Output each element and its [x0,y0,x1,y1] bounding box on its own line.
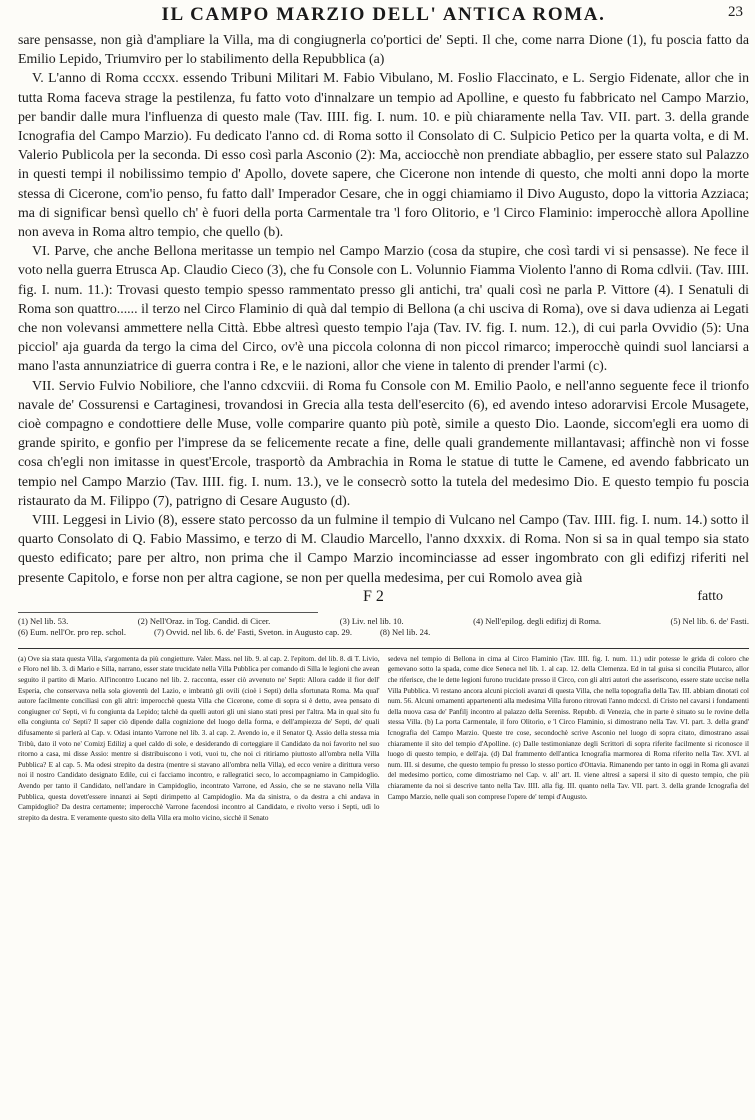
footnote-row-2 [18,627,749,639]
paragraph-viii: VIII. Leggesi in Livio (8), essere stato percosso da un fulmine il tempio di Vulcano nel Campo (Tav. IIII. fig. I. num. 14.) sotto il quarto Consolato di Q. Fabio Massimo, e terzo di M. Claudio Marcello, l'anno dxxxix. di Roma. Non si sa in qual tempo sia stato questo edificato; pare per altro, non prima che il Campo Marzio incominciasse ad esser ingombrato con gli edifizj riferiti nel presente Capitolo, e forse non per altra cagione, se non per quella medesima, per cui Romolo avea già [18,512,749,585]
note-a: (a) Ove sia stata questa Villa, s'argomenta da più congietture. Valer. Mass. nel lib. 9. al cap. 2. l'epitom. del lib. 8. di T. Livio, e Floro nel lib. 3. di Mario e Silla, narrano, esser state trucidate nella Villa Pubblica per comando di Silla le legioni che avean seguito il partito di Mario. All'incontro Lucano nel lib. 2. racconta, esser ciò avvenuto ne' Septi: Allora cadde il fior dell' Esperia, che conservava nella sola gioventù del Lazio, e imbrattò gli ovili (cioè i Septi) della sfortunata Roma. Ma qual' autore facilmente conciliasi con gli altri: imperocchè questa Villa che Cicerone, come di sopra si è detto, avea pensato di congiugner co' Septi, vi fu congiunta da Lepido; talchè da quelli autori gli uni siano stati presi per l'altra. Ma in qual sito fu ella congiunta co' Septi? Il saper ciò dipende dalla cognizione del luogo della forma, e dell'ampiezza de' Septi, de' quali difusamente si parlerà al Cap. v. Odasi intanto Varrone nel lib. 3. al cap. 2. Avendo io, e il Senator Q. Assio della stessa mia Tribù, dato il voto ne' Comizj Edilizj a quel caldo di sole, e desiderando di corteggiare il Candidato da noi favorito nel suo ritorno a casa, mi disse Assio: mentre si distribuiscono i voti, vuoi tu, che noi ci ritiriamo piuttosto all'ombra nella Villa Pubblica? E al cap. 5. Ma odesi strepito da destra (mentre si stavano all'ombra nella Villa), ed ecco venire a dirittura verso noi il nostro Candidato designato Edile, cui ci facciamo incontro, e rallegratici seco, lo accompagniamo in Campidoglio. Avendo per tanto il Candidato, nell'andare in Campidoglio, incontrato Varrone, ed Assio, che se ne stavano nella Villa Pubblica, questa dovett'essere innanzi ai Septi dirimpetto al Campidoglio. Ma da sinistra, o da destra a chi andava in Campidoglio? Da destra certamente; imperocchè Varrone facendosi incontro al Candidato, e rivolto verso i Septi, udì lo strepito da destra. E veramente questo sito della Villa era molto vicino, sicchè il Senato [18,654,380,822]
commentary-notes [18,654,749,904]
footnotes [18,612,749,639]
footnote-1: (1) Nel lib. 53. [18,615,69,626]
main-text [18,30,749,587]
footnote-row-1 [18,616,749,628]
page-number: 23 [728,4,743,20]
paragraph-continuation: sare pensasse, non già d'ampliare la Villa, ma di congiugnerla co'portici de' Septi. Il che, come narra Dione (1), fu poscia fatto da Emilio Lepido, Triumviro per lo stabilimento della Repubblica (a) [18,32,749,67]
signature-line [18,587,749,606]
paragraph-vi: VI. Parve, che anche Bellona meritasse un tempio nel Campo Marzio (cosa da stupire, che così tardi vi si pensasse). Ne fece il voto nella guerra Etrusca Ap. Claudio Cieco (3), che fu Console con L. Volunnio Fiamma Violento l'anno di Roma cdlvii. (Tav. IIII. fig. I. num. 11.): Trovasi questo tempio spesso rammentato presso gli antichi, tra' quali così ne parla P. Vittore (4). I Senatuli di Roma son quattro...... il terzo nel Circo Flaminio di quà dal tempio di Bellona (a chi usciva di Roma), ove si dava udienza ai Legati che non volevansi ammettere nella Città. Ebbe altresì questo tempio l'aja (Tav. IV. fig. I. num. 12.), di cui parla Ovvidio (5): Una picciol' aja guarda da tergo la cima del Circo, ov'è una piccola colonna di non piccol rimarco; imperocchè quindi suol lanciarsi a mano l'asta annunziatrice di guerra contra i Re, e le nazioni, allor che viene in talento di prender l'armi (c). [18,243,749,374]
catchword: fatto [697,588,723,604]
signature-mark: F 2 [363,587,384,605]
running-title: IL CAMPO MARZIO DELL' ANTICA ROMA. [161,4,606,25]
footnote-3: (3) Liv. nel lib. 10. [339,615,404,626]
footnote-4: (4) Nell'epilog. degli edifizj di Roma. [473,615,601,626]
notes-b-c-d: sedeva nel tempio di Bellona in cima al Circo Flaminio (Tav. IIII. fig. I. num. 11.) udir potesse le grida di coloro che gemevano sotto la spada, come dice Seneca nel lib. 1. al cap. 12. della Clemenza. Ed in tal guisa si concilia Plutarco, allor che riferisce, che le dette legioni furono trucidate presso il Circo, con gli altri autori che asseriscono, essere state uccise nella Villa Pubblica. Vi restano ancora alcuni piccioli avanzi di questa Villa, che nella topografia della Tav. III. abbiam dinotati col num. 56. Alcuni ornamenti appartenenti alla medesima Villa furono ritrovati l'anno mdccxl. di Cristo nel cavarsi i fondamenti della nuova casa de' Panfilj incontro al palazzo della Sereniss. Repubb. di Venezia, che in parte è situato su le rovine della stessa Villa. (b) La porta Carmentale, il foro Olitorio, e 'l Circo Flaminio, si dimostrano nella Tav. VI. part. 3. della grand' Icnografia del Campo Marzio. Queste tre cose, secondochè scrive Asconio nel luogo di sopra citato, dimostrano assai chiaramente il sito del tempio d'Apolline. (c) Dalle testimonianze degli Scrittori di sopra riferite facilmente si riconosce il luogo di questo tempio, e dell'aja. (d) Dal frammento dell'antica Icnografia marmorea di Roma riferito nella Tav. XVI. al num. III. si desume, che questo tempio fu presso lo stesso portico d'Ottavia. Rimanendo per tanto in oggi in Roma gli avanzi del medesimo portico, come dimostriamo nel Cap. v. all' art. II. viene altresì a sapersi il sito di questo tempio, che più chiaramente da noi si descrive tanto nella Tav. IIII. alla fig. III. quanto nella Tav. VII. part. 3. della grande Icnografia del Campo Marzio, nelle quali son comprese l'opere de' tempi d'Augusto. [387,654,749,801]
footnote-6: (6) Eum. nell'Or. pro rep. schol. [18,627,126,638]
footnote-2: (2) Nell'Oraz. in Tog. Candid. di Cicer. [137,615,271,626]
footnote-rule [18,612,318,613]
page-header [18,0,749,30]
notes-left-column [18,654,380,904]
notes-right-column [388,654,750,904]
footnote-5: (5) Nel lib. 6. de' Fasti. [670,615,749,626]
notes-divider [18,648,749,649]
footnote-7: (7) Ovvid. nel lib. 6. de' Fasti, Sveton. in Augusto cap. 29. [154,627,352,638]
paragraph-vii: VII. Servio Fulvio Nobiliore, che l'anno cdxcviii. di Roma fu Console con M. Emilio Paolo, e nell'anno seguente fece il trionfo navale de' Cossurensi e Cartaginesi, trovandosi in Grecia alla testa dell'esercito (6), ed avendo inteso adorarvisi Ercole Musagete, cioè compagno e condottiere delle Muse, volle comparire quanto più potè, simile a questo Dio. Laonde, siccom'egli era uomo di grande spirito, e gonfio per l'imprese da se felicemente recate a fine, delle quali grandemente millantavasi; affinchè non vi fosse cosa ch'egli non imitasse in quest'Ercole, trasportò da Ambrachia in Roma le statue di tutte le Camene, ed avendo fabbricato un tempio nel Campo Marzio (Tav. IIII. fig. I. num. 13.), ve le consecrò sotto la tutela del medesimo Dio. E questo tempio fu poscia ristaurato da M. Filippo (7), patrigno di Cesare Augusto (d). [18,377,749,508]
paragraph-v: V. L'anno di Roma cccxx. essendo Tribuni Militari M. Fabio Vibulano, M. Foslio Flaccinato, e L. Sergio Fidenate, allor che in tutta Roma faceva strage la pestilenza, fu fatto voto d'innalzare un tempio ad Apolline, e questo fu fabbricato nel Campo Marzio, per bandir dalle mura l'influenza di questo male (Tav. IIII. fig. I. num. 10. e più chiaramente nella Tav. VII. part. 3. della grande Icnografia del Campo Marzio). Fu dedicato l'anno cd. di Roma sotto il Consolato di C. Sulpicio Petico per la quarta volta, e di M. Valerio Publicola per la seconda. Di esso così parla Asconio (2): Ma, acciocchè non prendiate abbaglio, per essere stato sul Palazzo in questi tempi il nobilissimo tempio d' Apollo, dovete sapere, che Cicerone non intende di questo, che molti anni dopo la morte stessa di Cicerone, com'io penso, fu fatto dall' Imperador Cesare, che in oggi chiamiamo il Divo Augusto, dopo la vittoria Azziaca; ma di significar bensì quello ch' è fuori della porta Carmentale tra 'l foro Olitorio, e 'l Circo Flaminio: imperocchè allora Apolline non aveva in Roma altro tempio, che quello (b). [18,70,749,240]
footnote-8: (8) Nel lib. 24. [379,627,431,638]
